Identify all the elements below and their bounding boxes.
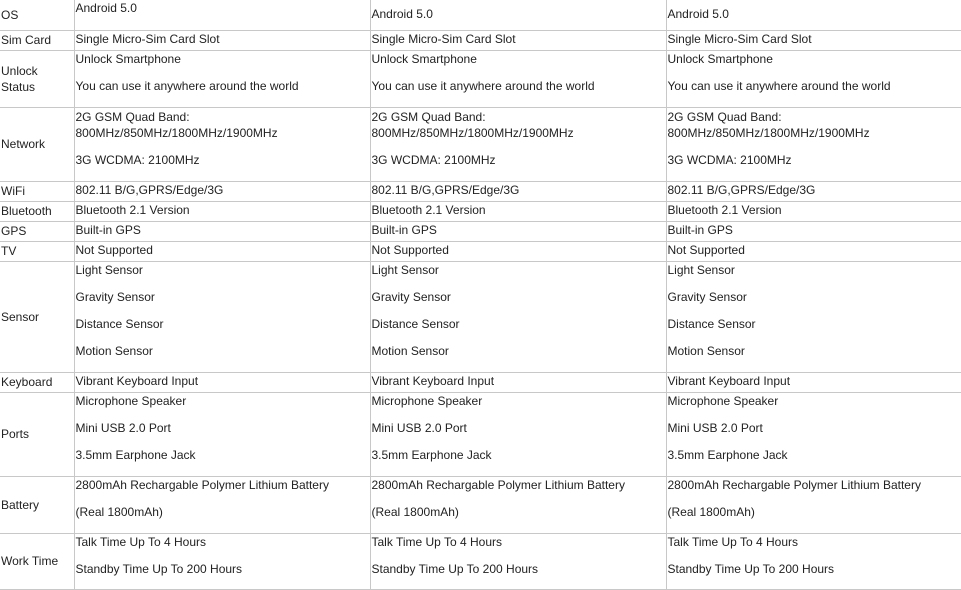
spec-line: Light Sensor [668,262,961,278]
row-label: OS [0,0,74,30]
spec-line: Distance Sensor [372,316,666,332]
spec-line: 3.5mm Earphone Jack [372,447,666,463]
spec-line: Not Supported [668,242,961,258]
spec-cell [74,392,370,476]
spec-line: 800MHz/850MHz/1800MHz/1900MHz [372,125,666,141]
spec-line: Gravity Sensor [372,289,666,305]
row-label: GPS [0,221,74,241]
spec-cell [666,476,961,533]
spec-line: 3G WCDMA: 2100MHz [668,152,961,168]
spec-line: Not Supported [372,242,666,258]
row-label: Ports [0,392,74,476]
spec-line: You can use it anywhere around the world [668,78,961,94]
spec-line: Bluetooth 2.1 Version [372,202,666,218]
spec-line: Mini USB 2.0 Port [372,420,666,436]
spec-line: Standby Time Up To 200 Hours [76,561,370,577]
spec-line: Single Micro-Sim Card Slot [668,31,961,47]
spec-line: Unlock Smartphone [372,51,666,67]
spec-cell [74,107,370,181]
spec-cell [370,181,666,201]
table-row [0,261,961,372]
spec-line: 802.11 B/G,GPRS/Edge/3G [668,182,961,198]
spec-cell [666,261,961,372]
spec-line: Talk Time Up To 4 Hours [668,534,961,550]
spec-line: 2800mAh Rechargable Polymer Lithium Battery [76,477,370,493]
spec-cell [370,372,666,392]
spec-line: 3G WCDMA: 2100MHz [372,152,666,168]
spec-cell [370,221,666,241]
spec-line: (Real 1800mAh) [76,504,370,520]
spec-line: Standby Time Up To 200 Hours [372,561,666,577]
spec-line: Built-in GPS [668,222,961,238]
spec-cell [74,221,370,241]
spec-line: 2G GSM Quad Band: [76,109,370,125]
spec-cell [666,533,961,589]
spec-line: You can use it anywhere around the world [372,78,666,94]
spec-line: Microphone Speaker [372,393,666,409]
table-row [0,372,961,392]
spec-line: Android 5.0 [372,6,666,22]
spec-line: Bluetooth 2.1 Version [76,202,370,218]
spec-line: (Real 1800mAh) [372,504,666,520]
spec-line: Android 5.0 [668,6,961,22]
spec-line: (Real 1800mAh) [668,504,961,520]
spec-line: 2G GSM Quad Band: [668,109,961,125]
spec-line: You can use it anywhere around the world [76,78,370,94]
spec-line: Android 5.0 [76,0,370,16]
spec-line: 3G WCDMA: 2100MHz [76,152,370,168]
spec-cell [370,30,666,50]
spec-line: 802.11 B/G,GPRS/Edge/3G [76,182,370,198]
spec-line: Bluetooth 2.1 Version [668,202,961,218]
spec-line: Unlock Smartphone [76,51,370,67]
spec-line: Vibrant Keyboard Input [76,373,370,389]
spec-cell [74,181,370,201]
row-label: Bluetooth [0,201,74,221]
spec-cell [666,107,961,181]
spec-cell [370,50,666,107]
row-label: Network [0,107,74,181]
spec-cell [370,241,666,261]
spec-line: 3.5mm Earphone Jack [76,447,370,463]
spec-line: Single Micro-Sim Card Slot [372,31,666,47]
spec-cell [370,201,666,221]
spec-line: 802.11 B/G,GPRS/Edge/3G [372,182,666,198]
spec-cell [370,476,666,533]
table-row [0,241,961,261]
spec-line: Mini USB 2.0 Port [76,420,370,436]
spec-line: 800MHz/850MHz/1800MHz/1900MHz [668,125,961,141]
spec-cell [74,372,370,392]
spec-line: 3.5mm Earphone Jack [668,447,961,463]
spec-line: 2800mAh Rechargable Polymer Lithium Battery [668,477,961,493]
row-label: Sensor [0,261,74,372]
table-row [0,0,961,30]
spec-cell [74,201,370,221]
row-label: TV [0,241,74,261]
table-row [0,476,961,533]
spec-line: Vibrant Keyboard Input [372,373,666,389]
spec-line: Built-in GPS [372,222,666,238]
spec-cell [666,372,961,392]
spec-line: Light Sensor [372,262,666,278]
spec-line: Distance Sensor [668,316,961,332]
spec-cell [666,201,961,221]
table-row [0,181,961,201]
spec-line: Distance Sensor [76,316,370,332]
spec-cell [370,261,666,372]
spec-line: Motion Sensor [76,343,370,359]
spec-line: Motion Sensor [668,343,961,359]
row-label: Sim Card [0,30,74,50]
spec-line: Motion Sensor [372,343,666,359]
spec-cell [74,241,370,261]
table-row [0,107,961,181]
spec-cell [666,0,961,30]
spec-cell [666,181,961,201]
spec-line: Not Supported [76,242,370,258]
spec-line: Gravity Sensor [668,289,961,305]
spec-cell [74,476,370,533]
spec-cell [370,0,666,30]
spec-line: Mini USB 2.0 Port [668,420,961,436]
spec-cell [666,50,961,107]
table-row [0,392,961,476]
table-row [0,201,961,221]
spec-cell [74,261,370,372]
spec-line: Talk Time Up To 4 Hours [76,534,370,550]
spec-cell [370,107,666,181]
row-label: Unlock Status [0,50,74,107]
spec-line: 2G GSM Quad Band: [372,109,666,125]
spec-line: Standby Time Up To 200 Hours [668,561,961,577]
spec-cell [370,392,666,476]
table-row [0,221,961,241]
spec-cell [74,0,370,30]
spec-line: Unlock Smartphone [668,51,961,67]
row-label: Keyboard [0,372,74,392]
spec-cell [74,50,370,107]
table-row [0,30,961,50]
spec-cell [666,392,961,476]
spec-line: Vibrant Keyboard Input [668,373,961,389]
spec-line: Light Sensor [76,262,370,278]
spec-line: Gravity Sensor [76,289,370,305]
spec-line: Single Micro-Sim Card Slot [76,31,370,47]
spec-line: Talk Time Up To 4 Hours [372,534,666,550]
spec-cell [666,30,961,50]
spec-line: Built-in GPS [76,222,370,238]
spec-cell [74,30,370,50]
table-row [0,533,961,589]
row-label: Battery [0,476,74,533]
spec-line: Microphone Speaker [76,393,370,409]
row-label: WiFi [0,181,74,201]
table-row [0,50,961,107]
spec-cell [74,533,370,589]
spec-cell [370,533,666,589]
spec-line: 2800mAh Rechargable Polymer Lithium Battery [372,477,666,493]
row-label: Work Time [0,533,74,589]
spec-cell [666,221,961,241]
spec-line: Microphone Speaker [668,393,961,409]
spec-line: 800MHz/850MHz/1800MHz/1900MHz [76,125,370,141]
spec-cell [666,241,961,261]
